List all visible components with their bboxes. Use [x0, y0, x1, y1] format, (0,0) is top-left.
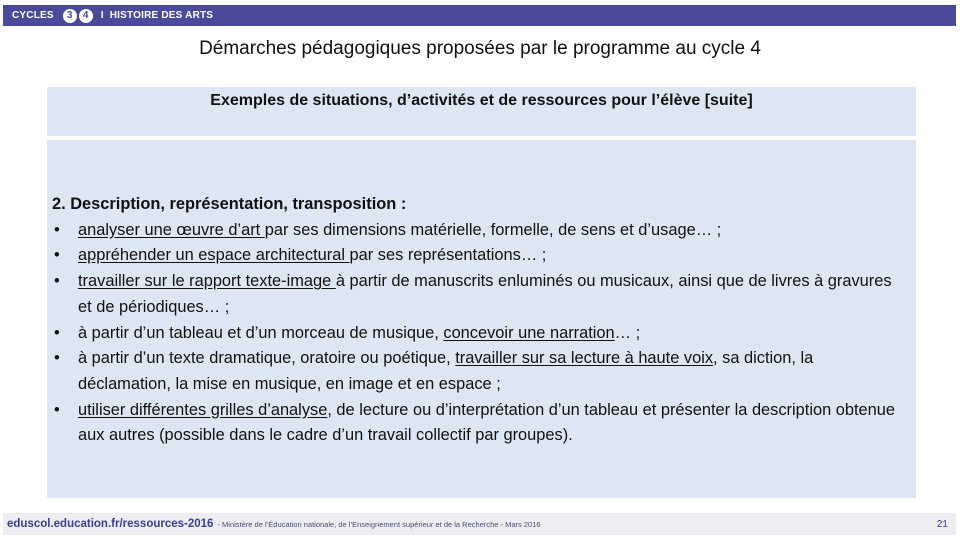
- list-item: • à partir d’un tableau et d’un morceau de musique, concevoir une narration… ;: [52, 321, 906, 347]
- section-heading: 2. Description, représentation, transposition :: [52, 195, 407, 213]
- underlined-phrase: appréhender un espace architectural: [78, 246, 350, 265]
- footer-bar: [3, 513, 956, 535]
- underlined-phrase: analyser une œuvre d’art: [78, 220, 265, 239]
- cycle-3-badge: 3: [63, 9, 77, 23]
- activity-list: [52, 218, 906, 449]
- list-item: • utiliser différentes grilles d’analyse, de lecture ou d’interprétation d’un tableau et présenter la description obtenue aux autres (possible dans le cadre d’un travail collectif par groupes).: [52, 398, 906, 449]
- list-item: • appréhender un espace architectural par ses représentations… ;: [52, 243, 906, 269]
- header-bar: [3, 5, 956, 26]
- page-title: Démarches pédagogiques proposées par le programme au cycle 4: [199, 38, 761, 59]
- underlined-phrase: travailler sur le rapport texte-image: [78, 272, 336, 291]
- content-panel: [47, 140, 916, 498]
- underlined-phrase: utiliser différentes grilles d’analyse: [78, 400, 328, 419]
- cycles-label: CYCLES: [12, 10, 54, 21]
- box-title: Exemples de situations, d’activités et de ressources pour l’élève [suite]: [210, 92, 753, 109]
- subject-label: HISTOIRE DES ARTS: [109, 10, 214, 21]
- underlined-phrase: concevoir une narration: [443, 323, 615, 342]
- list-item: • travailler sur le rapport texte-image à partir de manuscrits enluminés ou musicaux, ainsi que de livres à gravures et de périodiques… ;: [52, 269, 906, 320]
- page-number: 21: [936, 518, 948, 530]
- box-title-panel: [47, 87, 916, 136]
- footer-site: eduscol.education.fr/ressources-2016: [7, 518, 214, 530]
- footer-description: - Ministère de l’Éducation nationale, de l’Enseignement supérieur et de la Recherche - Mars 2016: [217, 519, 541, 529]
- underlined-phrase: travailler sur sa lecture à haute voix: [455, 349, 714, 368]
- list-item: • analyser une œuvre d’art par ses dimensions matérielle, formelle, de sens et d’usage… ;: [52, 218, 906, 244]
- list-item: • à partir d’un texte dramatique, oratoire ou poétique, travailler sur sa lecture à haute voix, sa diction, la déclamation, la mise en musique, en image et en espace ;: [52, 346, 906, 397]
- cycle-4-badge: 4: [79, 9, 93, 23]
- header-separator: I: [100, 10, 104, 21]
